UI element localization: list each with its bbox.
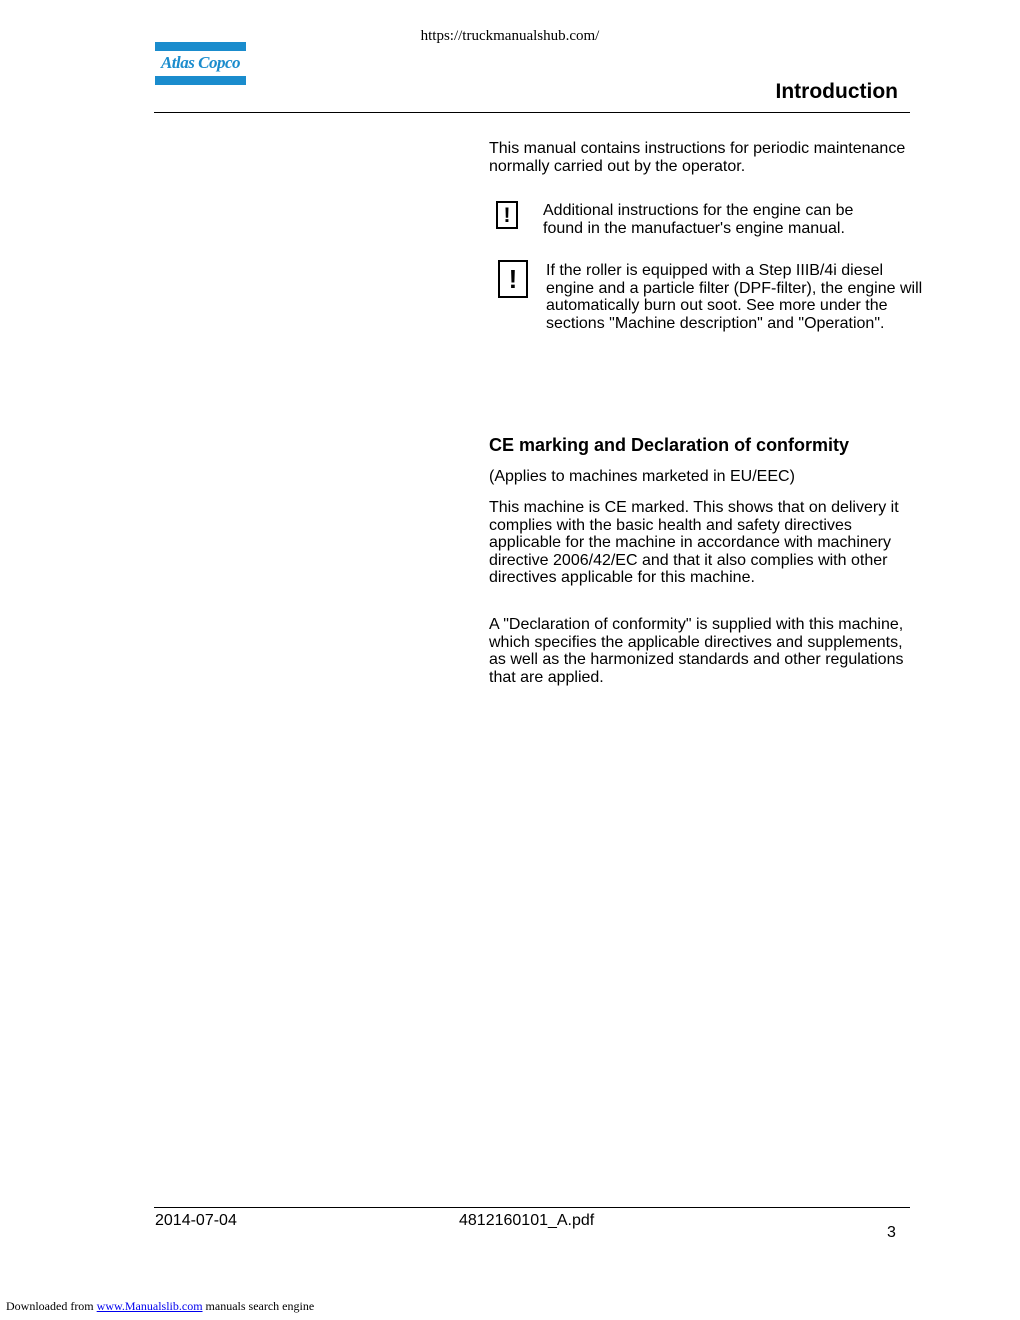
manualslib-link[interactable]: www.Manualslib.com <box>96 1299 203 1313</box>
section-title: Introduction <box>775 80 898 103</box>
logo-wordmark: Atlas Copco <box>160 53 241 72</box>
note-engine-manual: Additional instructions for the engine can be found in the manufactuer's engine manual. <box>543 202 854 237</box>
exclamation-icon: ! <box>498 260 528 298</box>
ce-heading: CE marking and Declaration of conformity <box>489 435 850 455</box>
page-number: 3 <box>887 1224 896 1241</box>
ce-applies-note: (Applies to machines marketed in EU/EEC) <box>489 468 795 485</box>
header-divider <box>154 112 910 113</box>
note-dpf-filter: If the roller is equipped with a Step IIIB/4i diesel engine and a particle filter (DPF-filter), the engine will automatically burn out soot. See more under the sections "Machine description" and "Operation". <box>546 262 923 332</box>
download-bar <box>6 1299 314 1314</box>
footer-filename: 4812160101_A.pdf <box>459 1212 595 1229</box>
logo-band-bottom <box>155 76 246 85</box>
ce-paragraph-2: A "Declaration of conformity" is supplied with this machine, which specifies the applicable directives and supplements, as well as the harmonized standards and other regulations that are applied. <box>489 616 904 686</box>
logo-band-top <box>155 42 246 51</box>
atlas-copco-logo <box>155 42 246 86</box>
footer-divider <box>154 1207 910 1208</box>
download-suffix: manuals search engine <box>205 1299 315 1313</box>
intro-paragraph: This manual contains instructions for periodic maintenance normally carried out by the operator. <box>489 140 906 175</box>
ce-paragraph-1: This machine is CE marked. This shows that on delivery it complies with the basic health and safety directives applicable for the machine in accordance with machinery directive 2006/42/EC and that it also complies with other directives applicable for this machine. <box>489 499 899 586</box>
download-prefix: Downloaded from <box>6 1299 94 1313</box>
exclamation-icon: ! <box>496 201 518 229</box>
source-url[interactable]: https://truckmanualshub.com/ <box>420 28 600 44</box>
footer-date: 2014-07-04 <box>155 1212 237 1229</box>
